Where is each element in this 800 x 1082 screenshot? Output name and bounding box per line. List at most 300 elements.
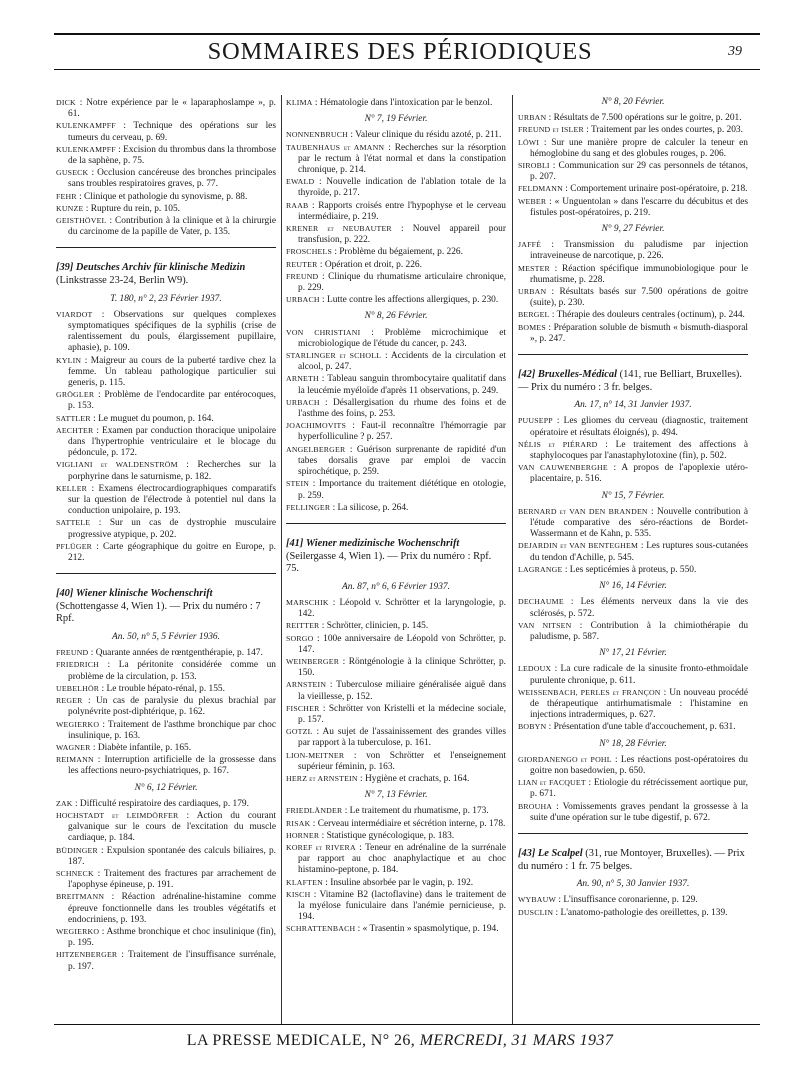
entry: KLIMA : Hématologie dans l'intoxication par le benzol. (286, 98, 493, 108)
column-divider (281, 95, 282, 1025)
footer-date: MERCREDI, 31 MARS 1937 (419, 1032, 614, 1049)
author-name: FROSCHELS (286, 247, 332, 257)
author-name: URBAN (518, 287, 547, 297)
entry: SCHRATTENBACH : « Trasentin » spasmolytique, p. 194. (286, 924, 499, 935)
article-title: La silicose, p. 264. (337, 502, 409, 513)
article-title: von Schrötter et l'enseignement supérieur féminin, p. 163. (298, 750, 506, 772)
author-name: BERGEL (518, 310, 550, 320)
column-divider (512, 95, 513, 1025)
article-title: Clinique et pathologie du synovisme, p. 88. (84, 191, 248, 202)
issue-heading: N° 16, 14 Février. (599, 581, 667, 592)
author-name: REUTER (286, 259, 318, 269)
article-title: Les éléments nerveux dans la vie des sclérosés, p. 572. (530, 597, 749, 619)
article-title: Un nouveau procédé de thérapeutique antirhumatismale : l'histamine en injections intradermiques, p. 627. (530, 687, 749, 721)
entry-list (518, 112, 748, 219)
entry: FISCHER : Schrötter von Kristelli et la médecine sociale, p. 157. (286, 703, 506, 725)
entry: BERGEL : Thérapie des douleurs centrales (octinum), p. 244. (518, 310, 745, 321)
article-title: Rapports croisés entre l'hypophyse et le cerveau intermédiaire, p. 219. (298, 200, 506, 222)
article-title: Clinique du rhumatisme articulaire chronique, p. 229. (298, 271, 506, 294)
author-name: AECHTER (56, 425, 94, 435)
issue-heading: N° 8, 26 Février. (364, 311, 428, 322)
article-title: Schrötter von Kristelli et la médecine sociale, p. 157. (298, 703, 506, 725)
publication-header: [41] Wiener medizinische Wochenschrift (Seilergasse 4, Wien 1). — Prix du numéro : Rpf. 75. (286, 537, 492, 575)
author-name: VAN NITSEN (518, 620, 572, 630)
entry: BOBYN : Présentation d'une table d'accouchement, p. 631. (518, 722, 736, 733)
issue-heading: T. 180, n° 2, 23 Février 1937. (110, 293, 222, 304)
publication-header: [39] Deutsches Archiv für klinische Medizin (Linkstrasse 23-24, Berlin W9). (56, 262, 246, 287)
entry: ZAK : Difficulté respiratoire des cardiaques, p. 179. (56, 798, 249, 809)
separator (56, 573, 276, 574)
header-rule-top (54, 33, 760, 35)
author-name: FELDMANN (518, 184, 563, 194)
issue-heading: N° 17, 21 Février. (599, 648, 667, 659)
entry: URBAN : Résultats de 7.500 opérations sur le goitre, p. 201. (518, 113, 742, 124)
entry: LIAN et FACQUET : Etiologie du rétrécissement aortique pur, p. 671. (518, 778, 748, 800)
footer-journal: LA PRESSE MEDICALE, N° 26, (186, 1032, 416, 1049)
header-rule-bottom (54, 69, 760, 70)
author-name: STARLINGER et SCHOLL (286, 351, 382, 361)
author-name: FREUND (286, 271, 319, 281)
entry: PFLÜGER : Carte géographique du goitre en Europe, p. 212. (56, 541, 276, 564)
entry: VIGLIANI et WALDENSTRÖM : Recherches sur la porphyrine dans le saturnisme, p. 182. (56, 460, 276, 482)
issue-heading: N° 9, 27 Février. (601, 224, 665, 235)
entry: VIARDOT : Observations sur quelques complexes symptomatiques spécifiques de la syphilis (crise de ralentissement du pouls, élargissement pupillaire, aphasie), p. 109. (56, 309, 276, 354)
entry-list (518, 239, 748, 345)
author-name: SCHRATTENBACH (286, 924, 356, 934)
author-name: SATTELE (56, 518, 91, 528)
entry: BOMES : Préparation soluble de bismuth « bismuth-diasporal », p. 247. (518, 322, 748, 344)
entry: VAN CAUWENBERGHE : A propos de l'apoplexie utéro-placentaire, p. 516. (518, 463, 749, 485)
author-name: DEJARDIN et VAN BENTEGHEM (518, 541, 639, 551)
author-name: DUSCLIN (518, 907, 554, 917)
author-name: URBACH (286, 295, 320, 305)
entry: ARNSTEIN : Tuberculose miliaire généralisée aiguë dans la vieillesse, p. 152. (286, 680, 506, 702)
entry-list (518, 663, 748, 733)
author-name: HOCHSTADT et LEIMDÖRFER (56, 810, 179, 820)
article-title: Contribution à la clinique et à la chirurgie du carcinome de la papille de Vater, p. 135. (68, 216, 277, 238)
entry: GRÖGLER : Problème de l'endocardite par entérocoques, p. 153. (56, 390, 276, 412)
author-name: REITTER (286, 621, 320, 631)
author-name: ANGELBERGER (286, 444, 346, 454)
entry: AECHTER : Examen par conduction thoracique unipolaire dans l'hypertrophie ventriculaire et le blocage du pédoncule, p. 172. (56, 425, 277, 459)
entry: SIROBLI : Communication sur 29 cas personnels de tétanos, p. 207. (518, 161, 749, 183)
entry: LEDOUX : La cure radicale de la sinusite fronto-ethmoïdale purulente chronique, p. 611. (518, 664, 748, 686)
entry: KULENKAMPFF : Technique des opérations sur les tumeurs du cerveau, p. 69. (56, 121, 276, 143)
entry: KULENKAMPFF : Excision du thrombus dans la thrombose de la saphène, p. 75. (56, 144, 276, 167)
article-title: Examens électrocardiographiques comparatifs sur la question de l'électrode à potentiel nul dans la conduction unipolaire, p. 193. (68, 483, 276, 517)
entry: GOTZL : Au sujet de l'assainissement des grandes villes par rapport à la tuberculose, p. 161. (286, 727, 506, 749)
left-column (56, 97, 276, 973)
article-title: Problème de l'endocardite par entérocoques, p. 153. (68, 390, 276, 412)
entry-list (518, 754, 748, 824)
author-name: KULENKAMPFF (56, 144, 116, 154)
article-title: Les septicémies à proteus, p. 550. (569, 564, 697, 575)
author-name: FREUND et ISLER (518, 125, 584, 135)
article-title: Hygiène et crachats, p. 164. (364, 773, 470, 784)
article-title: Au sujet de l'assainissement des grandes villes par rapport à la tuberculose, p. 161. (298, 727, 506, 749)
author-name: BOMES (518, 322, 546, 332)
article-title: Schrötter, clinicien, p. 145. (326, 621, 429, 632)
article-title: Action du courant galvanique sur le cours de l'excitation du muscle cardiaque, p. 184. (68, 810, 276, 844)
article-title: L'anatomo-pathologie des oreillettes, p. 139. (560, 907, 728, 918)
article-title: Accidents de la circulation et alcool, p. 247. (298, 351, 506, 373)
article-title: Le traitement du rhumatisme, p. 173. (349, 806, 489, 817)
entry: KYLIN : Maigreur au cours de la puberté tardive chez la femme. Un tableau pathologique particulier sui generis, p. 115. (56, 355, 276, 389)
entry: EWALD : Nouvelle indication de l'ablation totale de la thyroïde, p. 217. (286, 177, 507, 199)
article-title: Recherches sur la porphyrine dans le saturnisme, p. 182. (68, 460, 276, 482)
entry-list (56, 97, 276, 238)
article-title: 100e anniversaire de Léopold von Schrötter, p. 147. (298, 633, 506, 655)
entry: URBACH : Lutte contre les affections allergiques, p. 230. (286, 295, 499, 306)
article-title: Réaction spécifique immunobiologique pour le rhumatisme, p. 228. (530, 263, 748, 285)
author-name: VON CHRISTIANI (286, 327, 361, 337)
article-title: Nouvelle contribution à l'étude comparative des séro-réactions de Bordet-Wassermann et de Kahn, p. 535. (530, 506, 748, 540)
entry-list (286, 597, 506, 785)
author-name: SCHNECK (56, 868, 94, 878)
author-name: URBACH (286, 397, 320, 407)
article-title: Teneur en adrénaline de la surrénale par rapport au choc anaphylactique et au choc histamino-peptone, p. 184. (298, 842, 507, 876)
article-title: Importance du traitement diététique en otologie, p. 259. (298, 479, 507, 501)
article-title: Désallergisation du rhume des foins et de l'asthme des foins, p. 253. (298, 397, 506, 420)
article-title: Vitamine B2 (lactoflavine) dans le traitement de la myélose funiculaire dans l'anémie pernicieuse, p. 194. (298, 889, 507, 923)
entry: FREUND : Quarante années de rœntgenthérapie, p. 147. (56, 648, 263, 659)
issue-heading: An. 17, n° 14, 31 Janvier 1937. (574, 400, 692, 411)
author-name: KELLER (56, 483, 88, 493)
entry: HITZENBERGER : Traitement de l'insuffisance surrénale, p. 197. (56, 950, 277, 972)
entry: KRENER et NEUBAUTER : Nouvel appareil pour transfusion, p. 222. (286, 224, 506, 246)
entry: DICK : Notre expérience par le « laparaphoslampe », p. 61. (56, 98, 276, 120)
article-title: Communication sur 29 cas personnels de tétanos, p. 207. (530, 161, 749, 183)
entry: JOACHIMOVITS : Faut-il reconnaître l'hémorragie par hyperfolliculine ? p. 257. (286, 421, 507, 443)
article-title: Le muguet du poumon, p. 164. (98, 413, 214, 424)
author-name: WEBER (518, 196, 547, 206)
author-name: JAFFÉ (518, 240, 542, 250)
article-title: Traitement de l'asthme bronchique par choc insulinique, p. 163. (68, 719, 276, 741)
entry: KISCH : Vitamine B2 (lactoflavine) dans le traitement de la myélose funiculaire dans l'anémie pernicieuse, p. 194. (286, 889, 507, 923)
article-title: Excision du thrombus dans la thrombose de la saphène, p. 75. (68, 144, 276, 167)
entry: BÜDINGER : Expulsion spontanée des calculs biliaires, p. 187. (56, 845, 276, 867)
article-title: Nouvelle indication de l'ablation totale de la thyroïde, p. 217. (298, 177, 507, 199)
issue-heading: An. 90, n° 5, 30 Janvier 1937. (576, 879, 690, 890)
entry: HOCHSTADT et LEIMDÖRFER : Action du courant galvanique sur le cours de l'excitation du muscle cardiaque, p. 184. (56, 810, 276, 844)
issue-heading: N° 6, 12 Février. (134, 782, 198, 793)
article-title: Réaction adrénaline-histamine comme épreuve fonctionnelle dans les troubles végétatifs et endocriniens, p. 193. (68, 892, 277, 925)
author-name: WEGIERKO (56, 926, 100, 936)
middle-column (286, 97, 506, 936)
entry: JAFFÉ : Transmission du paludisme par injection intraveineuse de narcotique, p. 226. (518, 240, 749, 262)
article-title: Asthme bronchique et choc insulinique (fin), p. 195. (68, 926, 277, 949)
author-name: PUUSEPP (518, 416, 553, 426)
author-name: BOBYN (518, 722, 547, 732)
entry: SATTELE : Sur un cas de dystrophie musculaire progressive atypique, p. 202. (56, 518, 276, 540)
article-title: Contribution à la chimiothérapie du paludisme, p. 587. (530, 620, 749, 642)
author-name: KRENER et NEUBAUTER (286, 224, 392, 234)
article-title: Examen par conduction thoracique unipolaire dans l'hypertrophie ventriculaire et le blocage du pédoncule, p. 172. (68, 425, 277, 459)
author-name: REGER (56, 696, 83, 706)
author-name: FRIEDRICH (56, 660, 99, 670)
entry: HORNER : Statistique gynécologique, p. 183. (286, 830, 455, 841)
footer-rule (54, 1024, 760, 1025)
author-name: KUNZE (56, 203, 84, 213)
entry: FEHR : Clinique et pathologie du synovisme, p. 88. (56, 191, 248, 202)
entry: WEGIERKO : Traitement de l'asthme bronchique par choc insulinique, p. 163. (56, 719, 276, 741)
author-name: LAGRANGE (518, 564, 563, 574)
article-title: Guérison surprenante de rapidité d'un tabes dorsalis grave par emploi de vaccin spirochétique, p. 259. (298, 444, 506, 478)
entry: STARLINGER et SCHOLL : Accidents de la circulation et alcool, p. 247. (286, 351, 506, 373)
author-name: UEBELHÖR (56, 683, 100, 693)
author-name: FEHR (56, 191, 77, 201)
author-name: JOACHIMOVITS (286, 421, 347, 431)
article-title: Observations sur quelques complexes symptomatiques spécifiques de la syphilis (crise de ralentissement du pouls, élargissement pupillaire, aphasie), p. 109. (68, 309, 276, 354)
article-title: Présentation d'une table d'accouchement, p. 631. (553, 722, 736, 733)
article-title: Recherches sur la résorption par le rectum à l'état normal et dans la constipation chronique, p. 214. (298, 142, 506, 176)
entry-list (518, 596, 748, 643)
author-name: HERZ et ARNSTEIN (286, 773, 358, 783)
author-name: FISCHER (286, 703, 320, 713)
page-number: 39 (728, 44, 742, 59)
author-name: KOREF et RIVERA (286, 842, 356, 852)
entry: DEJARDIN et VAN BENTEGHEM : Les ruptures sous-cutanées du tendon d'Achille, p. 545. (518, 541, 748, 563)
author-name: VAN CAUWENBERGHE (518, 463, 608, 473)
entry: WEINBERGER : Röntgénologie à la clinique Schrötter, p. 150. (286, 656, 506, 679)
entry-list (56, 647, 276, 777)
article-title: Lutte contre les affections allergiques, p. 230. (327, 295, 499, 306)
article-title: Valeur clinique du résidu azoté, p. 211. (355, 130, 502, 141)
entry: WEISSENBACH, PERLES et FRANÇON : Un nouveau procédé de thérapeutique antirhumatismale : l'histamine en injections intradermiques, p. 627. (518, 687, 749, 721)
article-title: Interruption artificielle de la grossesse dans les affections neuro-psychiatriques, p. 167. (68, 755, 276, 777)
author-name: NONNENBRUCH (286, 130, 348, 140)
entry-list (286, 327, 506, 514)
article-title: Léopold v. Schrötter et la laryngologie, p. 142. (298, 597, 506, 620)
author-name: WEGIERKO (56, 719, 100, 729)
author-name: GOTZL (286, 727, 313, 737)
entry: PUUSEPP : Les gliomes du cerveau (diagnostic, traitement opératoire et résultats éloignés), p. 494. (518, 416, 748, 438)
article-title: Le trouble hépato-rénal, p. 155. (106, 683, 225, 694)
author-name: ZAK (56, 798, 73, 808)
article-title: Traitement par les ondes courtes, p. 203. (590, 125, 743, 136)
author-name: TAUBENHAUS et AMANN (286, 142, 385, 152)
article-title: Sur un cas de dystrophie musculaire progressive atypique, p. 202. (68, 518, 276, 540)
author-name: WAGNER (56, 742, 91, 752)
author-name: URBAN (518, 113, 547, 123)
article-title: Röntgénologie à la clinique Schrötter, p. 150. (298, 656, 506, 679)
entry: REITTER : Schrötter, clinicien, p. 145. (286, 621, 429, 632)
author-name: FRIEDLÄNDER (286, 806, 343, 816)
article-title: Problème microchimique et microbiologique de l'étude du cancer, p. 243. (298, 327, 506, 349)
entry-list (518, 415, 748, 485)
article-title: Thérapie des douleurs centrales (octinum), p. 244. (556, 310, 745, 321)
issue-heading: N° 7, 19 Février. (364, 114, 428, 125)
entry: FRIEDRICH : La péritonite considérée comme un problème de la circulation, p. 153. (56, 660, 276, 682)
entry: STEIN : Importance du traitement diététique en otologie, p. 259. (286, 479, 507, 501)
entry: KOREF et RIVERA : Teneur en adrénaline de la surrénale par rapport au choc anaphylactique et au choc histamino-peptone, p. 184. (286, 842, 507, 876)
author-name: WYBAUW (518, 895, 557, 905)
entry: LÖWI : Sur une manière propre de calculer la teneur en hémoglobine du sang et des globules rouges, p. 206. (518, 137, 748, 159)
entry: DUSCLIN : L'anatomo-pathologie des oreillettes, p. 139. (518, 907, 728, 918)
article-title: Hématologie dans l'intoxication par le benzol. (319, 98, 493, 108)
separator (518, 833, 748, 834)
separator (286, 523, 506, 524)
entry: BREITMANN : Réaction adrénaline-histamine comme épreuve fonctionnelle dans les troubles végétatifs et endocriniens, p. 193. (56, 892, 277, 925)
entry: FELDMANN : Comportement urinaire post-opératoire, p. 218. (518, 184, 748, 195)
entry: HERZ et ARNSTEIN : Hygiène et crachats, p. 164. (286, 773, 470, 784)
separator (56, 247, 276, 248)
entry: ANGELBERGER : Guérison surprenante de rapidité d'un tabes dorsalis grave par emploi de vaccin spirochétique, p. 259. (286, 444, 506, 478)
entry: SORGO : 100e anniversaire de Léopold von Schrötter, p. 147. (286, 633, 506, 655)
entry: NONNENBRUCH : Valeur clinique du résidu azoté, p. 211. (286, 130, 502, 141)
entry: BROUHA : Vomissements graves pendant la grossesse à la suite d'une opération sur le tube digestif, p. 672. (518, 801, 748, 823)
article-title: Notre expérience par le « laparaphoslampe », p. 61. (68, 98, 276, 120)
article-title: Carte géographique du goitre en Europe, p. 212. (68, 541, 276, 564)
article-title: Tuberculose miliaire généralisée aiguë dans la vieillesse, p. 152. (298, 680, 506, 702)
author-name: GEISTHÖVEL (56, 216, 107, 226)
entry: MESTER : Réaction spécifique immunobiologique pour le rhumatisme, p. 228. (518, 263, 748, 285)
author-name: STEIN (286, 479, 310, 489)
entry: NÉLIS et PIÉRARD : Le traitement des affections à staphylocoques par l'anastaphylotoxine (fin), p. 502. (518, 439, 749, 462)
issue-heading: N° 15, 7 Février. (601, 490, 665, 501)
author-name: GIORDANENGO et POHL (518, 754, 612, 764)
article-title: Traitement de l'insuffisance surrénale, p. 197. (68, 950, 277, 972)
article-title: L'insuffisance coronarienne, p. 129. (563, 895, 698, 906)
entry: UEBELHÖR : Le trouble hépato-rénal, p. 155. (56, 683, 225, 694)
article-title: La cure radicale de la sinusite fronto-ethmoïdale purulente chronique, p. 611. (530, 664, 748, 686)
article-title: Maigreur au cours de la puberté tardive chez la femme. Un tableau pathologique particulier sui generis, p. 115. (68, 355, 276, 389)
entry: TAUBENHAUS et AMANN : Recherches sur la résorption par le rectum à l'état normal et dans la constipation chronique, p. 214. (286, 142, 506, 176)
author-name: KULENKAMPFF (56, 121, 116, 131)
entry: VAN NITSEN : Contribution à la chimiothérapie du paludisme, p. 587. (518, 620, 749, 642)
article-title: Tableau sanguin thrombocytaire qualitatif dans la leucémie myéloïde d'après 11 observations, p. 249. (298, 374, 507, 396)
entry: WEGIERKO : Asthme bronchique et choc insulinique (fin), p. 195. (56, 926, 277, 949)
entry: VON CHRISTIANI : Problème microchimique et microbiologique de l'étude du cancer, p. 243. (286, 327, 506, 349)
entry: SATTLER : Le muguet du poumon, p. 164. (56, 413, 214, 424)
author-name: BREITMANN (56, 892, 105, 902)
entry: REGER : Un cas de paralysie du plexus brachial par polynévrite post-diphtérique, p. 162. (56, 696, 276, 718)
author-name: GRÖGLER (56, 390, 95, 400)
article-title: Problème du bégaiement, p. 226. (339, 247, 463, 258)
entry: REIMANN : Interruption artificielle de la grossesse dans les affections neuro-psychiatriques, p. 167. (56, 755, 276, 777)
entry: BERNARD et VAN DEN BRANDEN : Nouvelle contribution à l'étude comparative des séro-réactions de Bordet-Wassermann et de Kahn, p. 535. (518, 506, 748, 540)
author-name: ARNETH (286, 374, 319, 384)
article-title: Sur une manière propre de calculer la teneur en hémoglobine du sang et des globules rouges, p. 206. (530, 137, 748, 159)
author-name: RISAK (286, 818, 311, 828)
author-name: HORNER (286, 830, 320, 840)
entry: KELLER : Examens électrocardiographiques comparatifs sur la question de l'électrode à potentiel nul dans la conduction unipolaire, p. 193. (56, 483, 276, 517)
author-name: SATTLER (56, 413, 91, 423)
entry: ARNETH : Tableau sanguin thrombocytaire qualitatif dans la leucémie myéloïde d'après 11 observations, p. 249. (286, 374, 507, 396)
author-name: REIMANN (56, 755, 94, 765)
article-title: Résultats de 7.500 opérations sur le goitre, p. 201. (553, 113, 742, 124)
entry: RAAB : Rapports croisés entre l'hypophyse et le cerveau intermédiaire, p. 219. (286, 200, 506, 222)
author-name: HITZENBERGER (56, 950, 118, 960)
article-title: Technique des opérations sur les tumeurs du cerveau, p. 69. (68, 121, 276, 143)
entry: KLAFTEN : Insuline absorbée par le vagin, p. 192. (286, 877, 474, 888)
entry: MARSCHIK : Léopold v. Schrötter et la laryngologie, p. 142. (286, 597, 506, 620)
publication-header: [43] Le Scalpel (31, rue Montoyer, Bruxelles). — Prix du numéro : 1 fr. 75 belges. (518, 847, 745, 872)
author-name: KISCH (286, 889, 311, 899)
footer (0, 1032, 800, 1050)
entry: GUSECK : Occlusion cancéreuse des bronches principales sans troubles respiratoires graves, p. 77. (56, 168, 276, 190)
author-name: EWALD (286, 177, 315, 187)
article-title: Préparation soluble de bismuth « bismuth-diasporal », p. 247. (530, 322, 748, 344)
article-title: « Trasentin » spasmolytique, p. 194. (362, 924, 499, 935)
entry: GIORDANENGO et POHL : Les réactions post-opératoires du goitre non basedowien, p. 650. (518, 754, 748, 776)
author-name: ARNSTEIN (286, 680, 327, 690)
author-name: FREUND (56, 648, 89, 658)
article-title: Le traitement des affections à staphylocoques par l'anastaphylotoxine (fin), p. 502. (530, 439, 749, 462)
article-title: Rupture du rein, p. 105. (90, 203, 181, 214)
author-name: VIARDOT (56, 309, 93, 319)
entry: FRIEDLÄNDER : Le traitement du rhumatisme, p. 173. (286, 806, 489, 817)
publication-header: [42] Bruxelles-Médical (141, rue Belliart, Bruxelles). — Prix du numéro : 3 fr. belges. (518, 369, 742, 393)
entry-list (286, 129, 506, 306)
entry: SCHNECK : Traitement des fractures par arrachement de l'apophyse épineuse, p. 191. (56, 868, 276, 891)
author-name: DECHAUME (518, 597, 564, 607)
entry: FREUND : Clinique du rhumatisme articulaire chronique, p. 229. (286, 271, 506, 294)
issue-heading: N° 18, 28 Février. (599, 738, 667, 749)
article-title: Occlusion cancéreuse des bronches principales sans troubles respiratoires graves, p. 77. (68, 168, 276, 190)
author-name: PFLÜGER (56, 541, 93, 551)
entry: DECHAUME : Les éléments nerveux dans la vie des sclérosés, p. 572. (518, 597, 749, 619)
author-name: LÖWI (518, 137, 540, 147)
entry-list (518, 894, 748, 918)
entry: URBACH : Désallergisation du rhume des foins et de l'asthme des foins, p. 253. (286, 397, 506, 420)
article-title: Etiologie du rétrécissement aortique pur, p. 671. (530, 778, 748, 800)
author-name: BERNARD et VAN DEN BRANDEN (518, 506, 648, 516)
article-title: Les réactions post-opératoires du goitre non basedowien, p. 650. (530, 754, 748, 776)
author-name: KYLIN (56, 355, 82, 365)
entry: LAGRANGE : Les septicémies à proteus, p. 550. (518, 564, 697, 575)
entry: FROSCHELS : Problème du bégaiement, p. 226. (286, 247, 463, 258)
entry: WAGNER : Diabète infantile, p. 165. (56, 742, 192, 753)
page-title: SOMMAIRES DES PÉRIODIQUES (207, 38, 593, 65)
author-name: LIAN et FACQUET (518, 778, 586, 788)
entry-list (56, 309, 276, 564)
issue-heading: N° 8, 20 Février. (601, 97, 665, 107)
article-title: « Unguentolan » dans l'escarre du décubitus et des fistules post-opératoires, p. 219. (530, 196, 749, 218)
article-title: Nouvel appareil pour transfusion, p. 222. (298, 224, 506, 246)
entry: URBAN : Résultats basés sur 7.500 opérations de goitre (suite), p. 230. (518, 287, 749, 309)
author-name: SIROBLI (518, 161, 550, 171)
author-name: BÜDINGER (56, 845, 98, 855)
article-title: Difficulté respiratoire des cardiaques, p. 179. (79, 798, 249, 809)
entry-list (518, 506, 748, 576)
entry-list (286, 805, 506, 935)
issue-heading: An. 50, n° 5, 5 Février 1936. (112, 632, 220, 643)
article-title: Les ruptures sous-cutanées du tendon d'Achille, p. 545. (530, 541, 748, 563)
author-name: RAAB (286, 200, 309, 210)
article-title: Insuline absorbée par le vagin, p. 192. (330, 877, 474, 888)
entry-list (56, 798, 276, 973)
article-title: Faut-il reconnaître l'hémorragie par hyperfolliculine ? p. 257. (298, 421, 507, 443)
article-title: Transmission du paludisme par injection intraveineuse de narcotique, p. 226. (530, 240, 749, 262)
author-name: KLIMA (286, 98, 313, 107)
author-name: MESTER (518, 263, 550, 273)
author-name: WEISSENBACH, PERLES et FRANÇON (518, 687, 661, 697)
author-name: FELLINGER (286, 502, 331, 512)
entry: FREUND et ISLER : Traitement par les ondes courtes, p. 203. (518, 125, 743, 136)
article-title: Vomissements graves pendant la grossesse à la suite d'une opération sur le tube digestif, p. 672. (530, 801, 748, 823)
article-title: Un cas de paralysie du plexus brachial par polynévrite post-diphtérique, p. 162. (68, 696, 276, 718)
separator (518, 354, 748, 355)
entry-list (286, 97, 506, 109)
author-name: MARSCHIK (286, 597, 329, 607)
article-title: Expulsion spontanée des calculs biliaires, p. 187. (68, 845, 276, 867)
issue-heading: An. 87, n° 6, 6 Février 1937. (342, 581, 450, 592)
issue-heading: N° 7, 13 Février. (364, 790, 428, 801)
entry: WYBAUW : L'insuffisance coronarienne, p. 129. (518, 895, 698, 906)
entry: LION-MEITNER : von Schrötter et l'enseignement supérieur féminin, p. 163. (286, 750, 506, 772)
entry: RISAK : Cerveau intermédiaire et sécrétion interne, p. 178. (286, 818, 506, 829)
